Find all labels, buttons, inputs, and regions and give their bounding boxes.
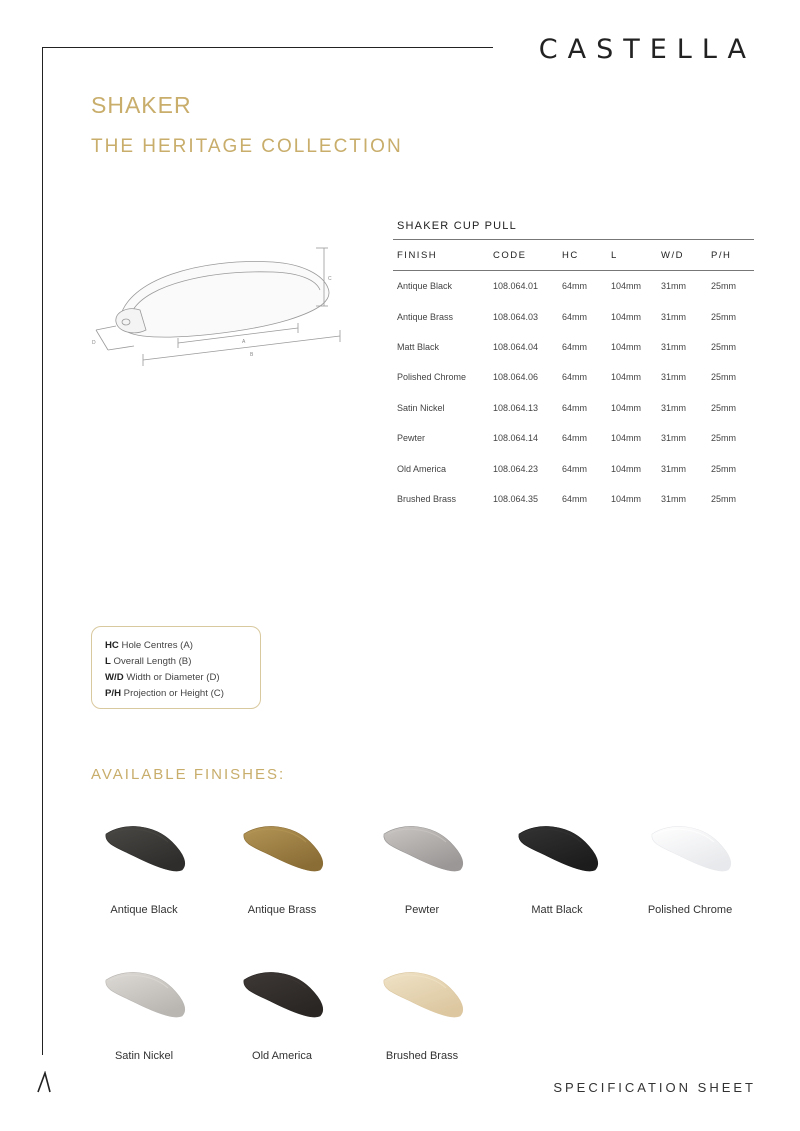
finish-swatch-image [232, 812, 332, 892]
table-row [393, 484, 754, 514]
spec-cell-code: 108.064.01 [493, 281, 539, 292]
finish-item [79, 958, 209, 1062]
page-subtitle: THE HERITAGE COLLECTION [91, 136, 403, 157]
spec-cell-l: 104mm [611, 402, 642, 413]
finish-label: Matt Black [531, 904, 583, 916]
spec-cell-wd: 31mm [661, 463, 687, 474]
spec-header-hc: HC [558, 240, 607, 271]
legend-item [105, 670, 260, 686]
cup-pull-shape [384, 972, 463, 1017]
spec-cell-hc: 64mm [562, 341, 588, 352]
spec-cell-finish: Pewter [397, 433, 426, 444]
finish-item [217, 958, 347, 1062]
finish-item [357, 958, 487, 1062]
finish-label: Antique Brass [247, 904, 317, 916]
spec-header-code: CODE [489, 240, 558, 271]
legend-text: Overall Length (B) [113, 656, 192, 667]
spec-table-title: SHAKER CUP PULL [397, 220, 517, 232]
spec-cell-hc: 64mm [562, 433, 588, 444]
legend-text: Width or Diameter (D) [126, 672, 220, 683]
legend-text: Hole Centres (A) [121, 640, 193, 651]
brand-logo: CASTELLA [538, 34, 756, 65]
brand-mark-icon [36, 1071, 52, 1093]
finish-label: Old America [252, 1050, 312, 1062]
spec-cell-ph: 25mm [711, 372, 737, 383]
spec-cell-l: 104mm [611, 341, 642, 352]
finish-swatch-image [94, 812, 194, 892]
spec-cell-ph: 25mm [711, 433, 737, 444]
finish-label: Pewter [404, 904, 440, 916]
spec-cell-code: 108.064.04 [493, 341, 539, 352]
spec-cell-code: 108.064.13 [493, 402, 539, 413]
available-finishes-title: AVAILABLE FINISHES: [91, 766, 286, 783]
spec-cell-wd: 31mm [661, 372, 687, 383]
legend-abbr: P/H [105, 688, 121, 699]
cup-pull-shape [106, 826, 185, 871]
spec-cell-ph: 25mm [711, 402, 737, 413]
cup-pull-shape [384, 826, 463, 871]
spec-header-ph: P/H [707, 240, 754, 271]
finish-label: Polished Chrome [647, 904, 733, 916]
finish-item [79, 812, 209, 916]
table-row [393, 423, 754, 453]
spec-cell-finish: Antique Brass [397, 311, 454, 322]
finish-label: Antique Black [110, 904, 178, 916]
spec-header-wd: W/D [657, 240, 707, 271]
spec-cell-finish: Satin Nickel [397, 402, 445, 413]
legend-item [105, 638, 260, 654]
spec-cell-code: 108.064.03 [493, 311, 539, 322]
frame-left-line [42, 47, 43, 1055]
legend-abbr: L [105, 656, 111, 667]
table-row [393, 453, 754, 483]
table-row [393, 301, 754, 331]
footer-label: SPECIFICATION SHEET [553, 1080, 756, 1095]
spec-cell-hc: 64mm [562, 372, 588, 383]
spec-cell-l: 104mm [611, 311, 642, 322]
legend-item [105, 654, 260, 670]
table-row [393, 271, 754, 302]
spec-cell-ph: 25mm [711, 341, 737, 352]
spec-cell-ph: 25mm [711, 281, 737, 292]
spec-cell-hc: 64mm [562, 311, 588, 322]
finish-label: Brushed Brass [385, 1050, 459, 1062]
table-row [393, 393, 754, 423]
spec-cell-l: 104mm [611, 463, 642, 474]
legend-text: Projection or Height (C) [123, 688, 224, 699]
finish-swatch-image [232, 958, 332, 1038]
finish-swatch-image [372, 958, 472, 1038]
legend-abbr: W/D [105, 672, 124, 683]
spec-cell-hc: 64mm [562, 463, 588, 474]
table-row [393, 332, 754, 362]
spec-cell-code: 108.064.35 [493, 493, 539, 504]
spec-header-finish: FINISH [393, 240, 489, 271]
diagram-label-d: D [92, 340, 96, 346]
frame-top-line [42, 47, 493, 48]
cup-pull-shape [244, 826, 323, 871]
spec-header-l: L [607, 240, 657, 271]
spec-cell-l: 104mm [611, 493, 642, 504]
spec-cell-wd: 31mm [661, 311, 687, 322]
finish-swatch-image [507, 812, 607, 892]
legend-item [105, 686, 260, 702]
diagram-label-b: B [250, 352, 254, 358]
table-row [393, 362, 754, 392]
spec-table [393, 239, 754, 514]
spec-cell-hc: 64mm [562, 493, 588, 504]
cup-pull-shape [519, 826, 598, 871]
spec-cell-hc: 64mm [562, 402, 588, 413]
spec-cell-l: 104mm [611, 372, 642, 383]
spec-cell-finish: Old America [397, 463, 447, 474]
finish-swatch-image [640, 812, 740, 892]
spec-cell-wd: 31mm [661, 402, 687, 413]
spec-cell-l: 104mm [611, 433, 642, 444]
dimension-legend [91, 626, 261, 709]
spec-cell-code: 108.064.23 [493, 463, 539, 474]
spec-cell-ph: 25mm [711, 493, 737, 504]
cup-pull-shape [244, 972, 323, 1017]
spec-cell-wd: 31mm [661, 281, 687, 292]
legend-abbr: HC [105, 640, 119, 651]
finish-item [492, 812, 622, 916]
spec-cell-finish: Matt Black [397, 341, 440, 352]
spec-table-header-row [393, 240, 754, 271]
diagram-label-c: C [328, 276, 332, 282]
finish-swatch-image [372, 812, 472, 892]
spec-cell-ph: 25mm [711, 463, 737, 474]
finish-label: Satin Nickel [114, 1050, 174, 1062]
spec-cell-wd: 31mm [661, 433, 687, 444]
finish-swatch-image [94, 958, 194, 1038]
diagram-label-a: A [242, 339, 246, 345]
spec-cell-wd: 31mm [661, 493, 687, 504]
spec-cell-wd: 31mm [661, 341, 687, 352]
finish-item [357, 812, 487, 916]
cup-pull-shape [106, 972, 185, 1017]
finish-item [217, 812, 347, 916]
spec-cell-code: 108.064.14 [493, 433, 539, 444]
spec-cell-ph: 25mm [711, 311, 737, 322]
product-dimension-diagram [88, 240, 358, 375]
spec-cell-code: 108.064.06 [493, 372, 539, 383]
page-title: SHAKER [91, 92, 192, 118]
cup-pull-shape [652, 826, 731, 871]
spec-cell-finish: Antique Black [397, 281, 453, 292]
spec-cell-finish: Polished Chrome [397, 372, 467, 383]
finish-item [625, 812, 755, 916]
spec-cell-finish: Brushed Brass [397, 493, 457, 504]
spec-cell-hc: 64mm [562, 281, 588, 292]
spec-cell-l: 104mm [611, 281, 642, 292]
